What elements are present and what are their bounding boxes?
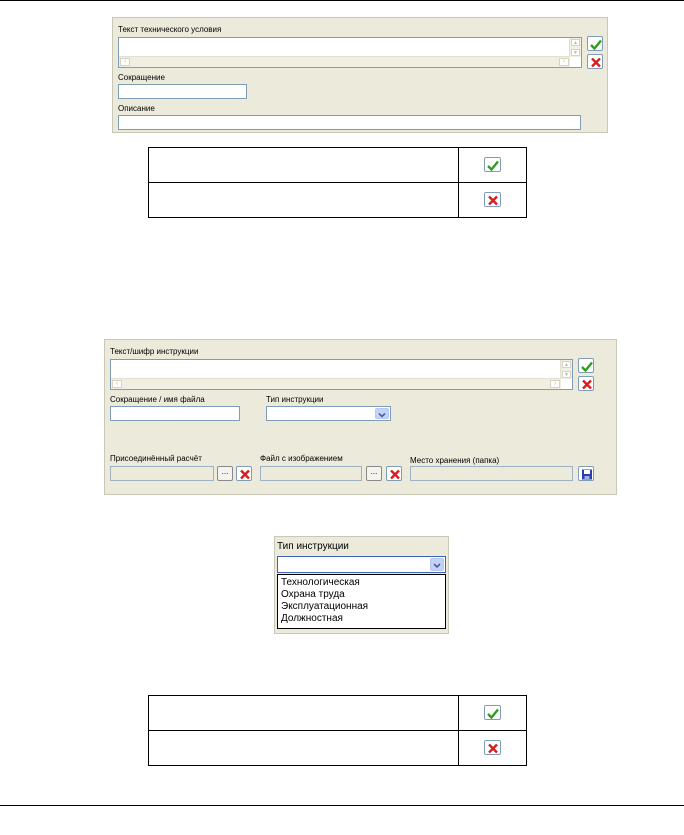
scroll-up-icon[interactable]: ▲ <box>562 361 571 368</box>
horizontal-scrollbar[interactable] <box>119 56 570 67</box>
legend-text <box>149 148 459 183</box>
image-file-label: Файл с изображением <box>260 454 343 463</box>
legend-icon-cell <box>459 731 527 766</box>
abbreviation-label: Сокращение <box>118 73 165 82</box>
text-label: Текст технического условия <box>118 25 222 34</box>
legend-text <box>149 183 459 218</box>
chevron-down-icon <box>376 410 388 421</box>
scroll-left-icon[interactable]: ‹ <box>112 380 122 388</box>
dropdown-label: Тип инструкции <box>277 541 349 552</box>
cancel-button[interactable] <box>587 54 603 69</box>
description-label: Описание <box>118 104 155 113</box>
confirm-button-sample <box>484 157 501 172</box>
cross-icon <box>487 195 499 206</box>
legend-row <box>149 148 527 183</box>
scroll-right-icon[interactable]: › <box>559 58 569 66</box>
instruction-type-select-open[interactable] <box>277 556 446 573</box>
instruction-type-label: Тип инструкции <box>266 395 324 404</box>
dropdown-button[interactable] <box>375 408 389 419</box>
legend-row <box>149 731 527 766</box>
confirm-button-sample <box>484 705 501 720</box>
instruction-type-dropdown-panel <box>274 536 449 634</box>
scroll-down-icon[interactable]: ▼ <box>562 371 571 378</box>
abbreviation-filename-input[interactable] <box>110 406 240 421</box>
check-icon <box>487 160 499 171</box>
clear-image-button[interactable] <box>386 466 402 481</box>
clear-calc-button[interactable] <box>236 466 252 481</box>
legend-table-2 <box>148 695 527 766</box>
legend-table-1 <box>148 147 527 218</box>
floppy-icon <box>581 469 593 480</box>
abbreviation-filename-label: Сокращение / имя файла <box>110 395 205 404</box>
legend-row <box>149 696 527 731</box>
top-rule <box>0 0 684 1</box>
text-memo[interactable] <box>118 37 582 68</box>
cancel-button-sample <box>484 192 501 207</box>
legend-icon-cell <box>459 183 527 218</box>
bottom-rule <box>0 805 684 806</box>
cross-icon <box>389 469 401 480</box>
dropdown-options-list <box>277 574 446 629</box>
chevron-down-icon <box>431 560 443 572</box>
confirm-button[interactable] <box>578 358 594 373</box>
vertical-scrollbar[interactable] <box>569 38 581 57</box>
attached-calc-label: Присоединённый расчёт <box>110 454 202 463</box>
scroll-left-icon[interactable]: ‹ <box>120 58 130 66</box>
cross-icon <box>239 469 251 480</box>
legend-icon-cell <box>459 696 527 731</box>
check-icon <box>590 39 602 50</box>
instruction-form <box>104 339 617 495</box>
browse-calc-button[interactable]: ... <box>217 466 233 481</box>
cross-icon <box>487 743 499 754</box>
vertical-scrollbar[interactable] <box>560 360 572 379</box>
instruction-text-memo[interactable] <box>110 359 573 390</box>
dropdown-option[interactable]: Должностная <box>281 613 343 624</box>
technical-condition-form <box>112 17 608 133</box>
confirm-button[interactable] <box>587 36 603 51</box>
horizontal-scrollbar[interactable] <box>111 378 561 389</box>
save-button[interactable] <box>578 466 594 481</box>
dropdown-option[interactable]: Эксплуатационная <box>281 601 369 612</box>
dropdown-button[interactable] <box>430 558 444 571</box>
check-icon <box>487 708 499 719</box>
cancel-button[interactable] <box>578 376 594 391</box>
scroll-down-icon[interactable]: ▼ <box>571 49 580 56</box>
legend-row <box>149 183 527 218</box>
cross-icon <box>581 379 593 390</box>
description-input[interactable] <box>118 115 581 130</box>
instruction-type-select[interactable] <box>266 406 391 421</box>
image-file-input[interactable] <box>260 466 362 481</box>
cancel-button-sample <box>484 740 501 755</box>
storage-folder-label: Место хранения (папка) <box>410 456 500 465</box>
abbreviation-input[interactable] <box>118 84 247 99</box>
attached-calc-input[interactable] <box>110 466 214 481</box>
legend-text <box>149 696 459 731</box>
check-icon <box>581 361 593 372</box>
legend-icon-cell <box>459 148 527 183</box>
instruction-text-label: Текст/шифр инструкции <box>110 347 199 356</box>
dropdown-option[interactable]: Технологическая <box>281 577 360 588</box>
legend-text <box>149 731 459 766</box>
scroll-right-icon[interactable]: › <box>550 380 560 388</box>
cross-icon <box>590 57 602 68</box>
storage-folder-input[interactable] <box>410 466 573 481</box>
dropdown-option[interactable]: Охрана труда <box>281 589 345 600</box>
scroll-up-icon[interactable]: ▲ <box>571 39 580 46</box>
browse-image-button[interactable]: ... <box>366 466 382 481</box>
